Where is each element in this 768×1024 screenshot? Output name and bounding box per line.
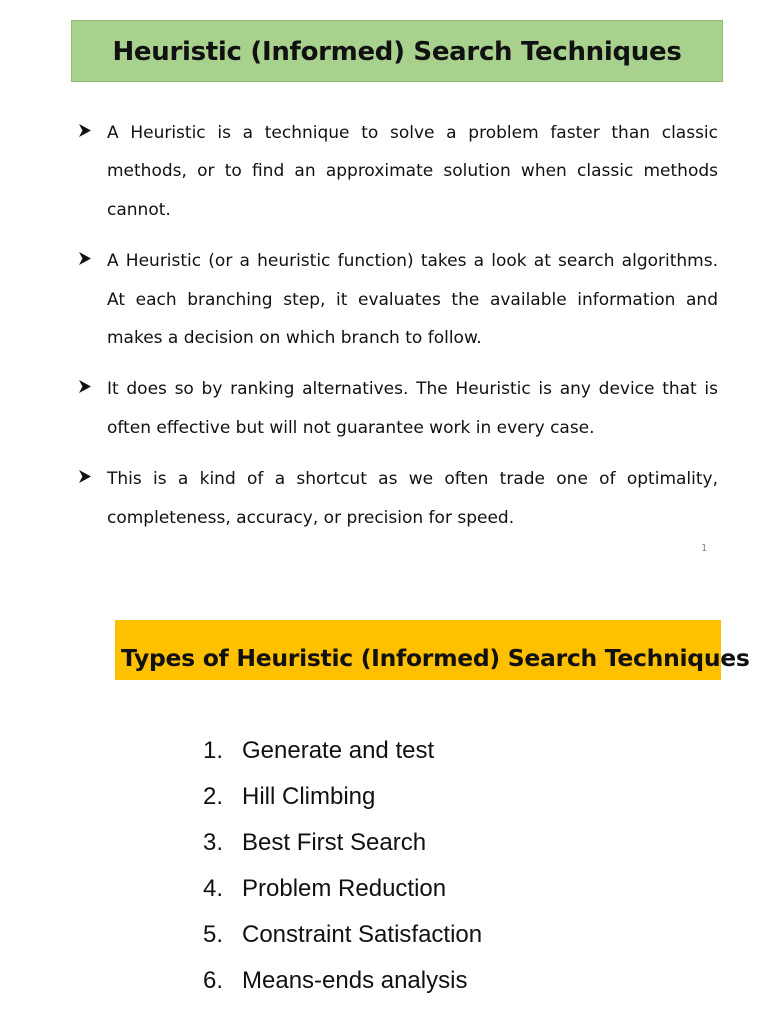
technique-label: Best First Search [242,829,427,856]
list-item [203,820,482,866]
item-number: 6. [203,967,224,994]
list-item [203,728,482,774]
technique-label: Generate and test [242,737,435,764]
arrow-bullet-icon [78,114,107,137]
item-number: 5. [203,921,224,948]
arrow-bullet-icon [78,370,107,393]
technique-label: Means-ends analysis [242,967,468,994]
list-item [203,958,482,1004]
types-heading: Types of Heuristic (Informed) Search Techniques [121,644,750,672]
technique-label: Constraint Satisfaction [242,921,483,948]
item-number: 1. [203,737,224,764]
list-item [78,460,718,537]
bullet-text: It does so by ranking alternatives. The Heuristic is any device that is often effective but will not guarantee work in every case. [107,379,718,438]
bullet-text: This is a kind of a shortcut as we often trade one of optimality, completeness, accuracy, or precision for speed. [107,469,718,528]
techniques-list [203,728,482,1004]
list-item [203,866,482,912]
bullet-list [78,114,718,550]
bullet-text: A Heuristic (or a heuristic function) takes a look at search algorithms. At each branching step, it evaluates the available information and makes a decision on which branch to follow. [107,251,718,349]
item-number: 4. [203,875,224,902]
list-item [78,242,718,357]
page-number: 1 [701,543,708,554]
arrow-bullet-icon [78,242,107,265]
page-title: Heuristic (Informed) Search Techniques [112,37,682,67]
list-item [203,912,482,958]
bullet-text: A Heuristic is a technique to solve a problem faster than classic methods, or to find an approximate solution when classic methods cannot. [107,123,718,220]
technique-label: Problem Reduction [242,875,447,902]
types-banner [115,620,750,680]
technique-label: Hill Climbing [242,783,376,810]
item-number: 2. [203,783,224,810]
arrow-bullet-icon [78,460,107,483]
list-item [78,114,718,229]
item-number: 3. [203,829,224,856]
title-banner [71,20,723,82]
list-item [203,774,482,820]
list-item [78,370,718,447]
